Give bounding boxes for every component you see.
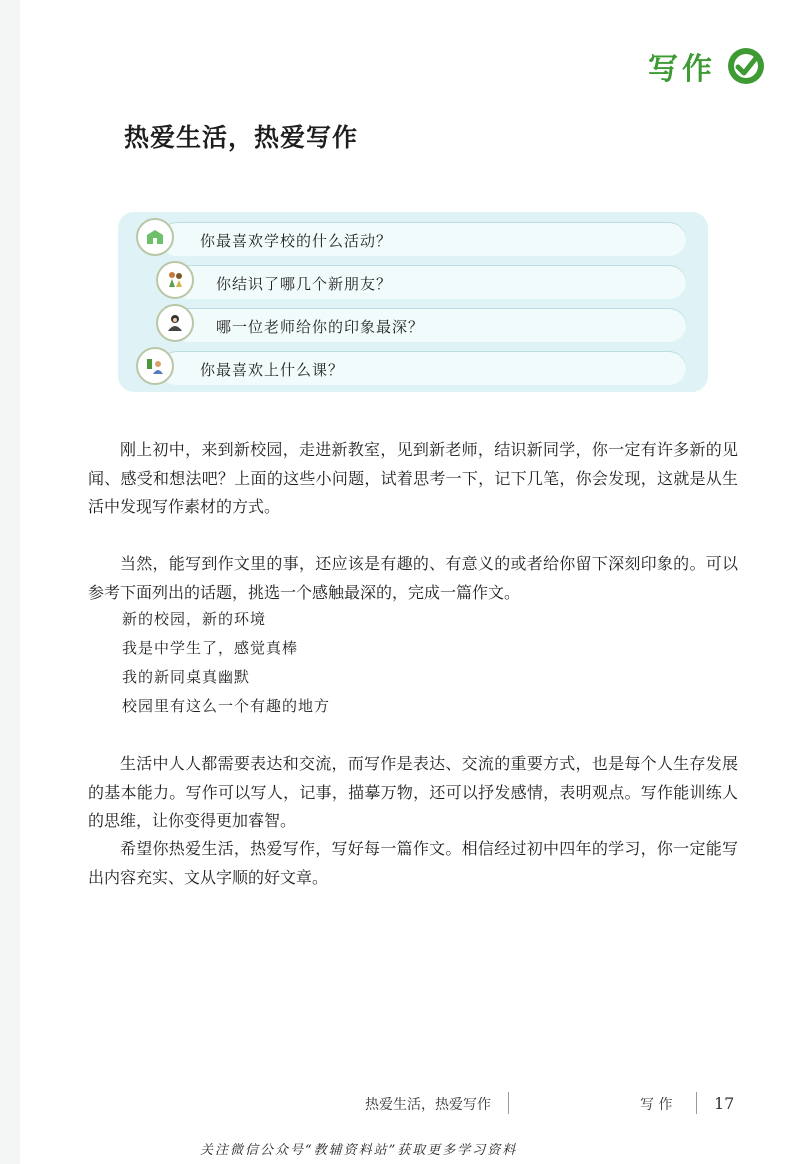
footer-running-title: 热爱生活，热爱写作	[365, 1097, 491, 1113]
teacher-icon	[156, 304, 194, 342]
body-paragraph: 希望你热爱生活，热爱写作，写好每一篇作文。相信经过初中四年的学习，你一定能写出内容充实、文从字顺的好文章。	[88, 839, 738, 887]
page-edge-shade	[0, 0, 20, 1164]
pen-leaf-icon	[726, 46, 766, 86]
topic-item: 校园里有这么一个有趣的地方	[122, 697, 331, 715]
question-panel	[118, 212, 708, 392]
topic-item: 我的新同桌真幽默	[122, 668, 251, 686]
footer-section: 写 作	[640, 1097, 673, 1113]
question-text: 你最喜欢学校的什么活动？	[200, 232, 393, 250]
body-paragraph: 刚上初中，来到新校园，走进新教室，见到新老师，结识新同学，你一定有许多新的见闻、感受和想法吧？上面的这些小问题，试着思考一下，记下几笔，你会发现，这就是从生活中发现写作素材的方式。	[88, 440, 738, 516]
school-building-icon	[136, 218, 174, 256]
section-label: 写作	[648, 52, 716, 87]
page-number: 17	[714, 1094, 735, 1113]
topic-item: 我是中学生了，感觉真棒	[122, 639, 299, 657]
kids-friends-icon	[156, 261, 194, 299]
page-title: 热爱生活，热爱写作	[124, 123, 359, 152]
question-text: 哪一位老师给你的印象最深？	[216, 318, 425, 336]
section-header	[648, 44, 766, 88]
topic-item: 新的校园，新的环境	[122, 610, 267, 628]
watermark-text: 关注微信公众号“教辅资料站”获取更多学习资料	[200, 1143, 518, 1158]
question-text: 你结识了哪几个新朋友？	[216, 275, 393, 293]
body-paragraph: 生活中人人都需要表达和交流，而写作是表达、交流的重要方式，也是每个人生存发展的基本能力。写作可以写人，记事，描摹万物，还可以抒发感情，表明观点。写作能训练人的思维，让你变得更加睿智。	[88, 754, 738, 830]
footer-divider	[696, 1092, 697, 1114]
student-class-icon	[136, 347, 174, 385]
footer-divider	[508, 1092, 509, 1114]
body-paragraph: 当然，能写到作文里的事，还应该是有趣的、有意义的或者给你留下深刻印象的。可以参考下面列出的话题，挑选一个感触最深的，完成一篇作文。	[88, 554, 738, 602]
question-text: 你最喜欢上什么课？	[200, 361, 345, 379]
